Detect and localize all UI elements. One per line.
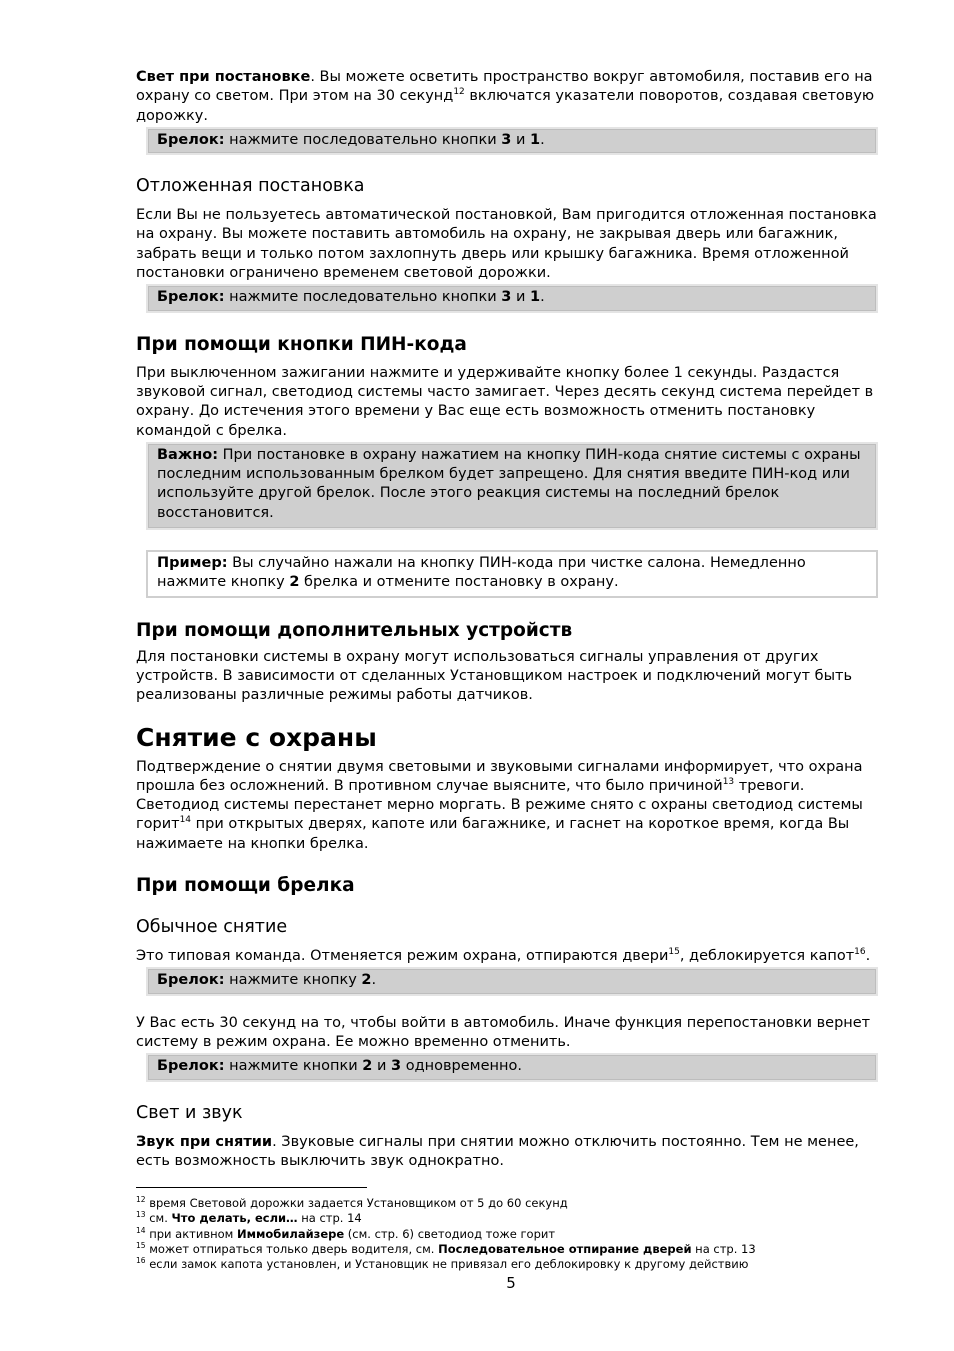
paragraph-extra-devices: Для постановки системы в охрану могут использоваться сигналы управления от других устройств. В зависимости от сделанных Установщиком настроек и подключений могут быть реализованы различные режимы работы датчиков. (136, 648, 853, 704)
paragraph-sound-disarm: Звук при снятии. Звуковые сигналы при снятии можно отключить постоянно. Тем не менее, есть возможность выключить звук однократно. (136, 1133, 859, 1169)
footnote-ref-16[interactable]: 16 (854, 947, 866, 958)
footnote-divider (136, 1187, 367, 1188)
heading-disarming: Снятие с охраны (136, 722, 377, 752)
paragraph-30-seconds: У Вас есть 30 секунд на то, чтобы войти в автомобиль. Иначе функция перепостановки вернет систему в режим охрана. Ее можно временно отменить. (136, 1014, 871, 1050)
footnote-ref-15[interactable]: 15 (668, 947, 680, 958)
heading-pin-button: При помощи кнопки ПИН-кода (136, 333, 467, 355)
footnote-15: $^{15}$ может отпираться только дверь водителя, см. Последовательное отпирание дверей на стр. 13 (136, 1241, 756, 1256)
footnote-14: $^{14}$ при активном Иммобилайзере (см. стр. 6) светодиод тоже горит (136, 1225, 556, 1241)
note-box-fob-2: Брелок: нажмите последовательно кнопки 3 и 1. (146, 284, 878, 312)
page-number: 5 (506, 1274, 516, 1292)
paragraph-normal-disarm: Это типовая команда. Отменяется режим охрана, отпираются двери$^{15}$, деблокируется капот$^{16}$. (136, 947, 871, 965)
paragraph-light-arming: Свет при постановке. Вы можете осветить пространство вокруг автомобиля, поставив его на охрану со светом. При этом на 30 секунд$^{12}$ включатся указатели поворотов, создавая световую дорожку. (136, 69, 875, 124)
footnote-ref-13[interactable]: 13 (722, 777, 735, 787)
note-box-fob-4: Брелок: нажмите кнопки 2 и 3 одновременно. (146, 1053, 878, 1081)
paragraph-delayed-arming: Если Вы не пользуетесь автоматической постановкой, Вам пригодится отложенная постановка на охрану. Вы можете поставить автомобиль на охрану, не закрывая дверь или багажник, забрать вещи и только потом захлопнуть дверь или крышку багажника. Время отложенной постановки ограничено временем световой дорожки. (136, 207, 877, 282)
footnote-13: $^{13}$ см. Что делать, если… на стр. 14 (136, 1210, 362, 1226)
note-box-fob-3: Брелок: нажмите кнопку 2. (146, 967, 878, 995)
footnote-ref-12[interactable]: 12 (453, 87, 465, 98)
footnotes (136, 1196, 896, 1272)
footnote-ref-14[interactable]: 14 (179, 815, 192, 826)
term-light-arming: Свет при постановке (136, 69, 311, 85)
note-box-important: Важно: При постановке в охрану нажатием на кнопку ПИН-кода снятие системы с охраны последним использованным брелком будет запрещено. Для снятия введите ПИН-код или используйте другой брелок. После этого реакция системы на последний брелок восстановится. (146, 442, 878, 530)
heading-by-fob: При помощи брелка (136, 875, 355, 897)
heading-extra-devices: При помощи дополнительных устройств (136, 619, 573, 641)
footnote-12: $^{12}$ время Световой дорожки задается Установщиком от 5 до 60 секунд (136, 1195, 568, 1210)
link-what-to-do[interactable]: Что делать, если… (171, 1211, 298, 1226)
link-sequential-unlock[interactable]: Последовательное отпирание дверей (438, 1241, 692, 1256)
page-content (136, 68, 888, 1171)
paragraph-disarming: Подтверждение о снятии двумя световыми и звуковыми сигналами информирует, что охрана прошла без осложнений. В противном случае выясните, что было причиной$^{13}$ тревоги. Светодиод системы перестанет мерно моргать. В режиме снято с охраны светодиод системы горит$^{14}$ при открытых дверях, капоте или багажнике, и гаснет на короткое время, когда Вы нажимаете на кнопки брелка. (136, 758, 863, 852)
note-box-fob-1: Брелок: нажмите последовательно кнопки 3 и 1. (146, 127, 878, 155)
heading-delayed-arming: Отложенная постановка (136, 176, 365, 197)
heading-normal-disarm: Обычное снятие (136, 917, 288, 938)
footnote-16: $^{16}$ если замок капота установлен, и Установщик не привязал его деблокировку к другому действию (136, 1256, 749, 1272)
link-immobilizer[interactable]: Иммобилайзере (236, 1226, 345, 1241)
paragraph-pin-button: При выключенном зажигании нажмите и удерживайте кнопку более 1 секунды. Раздастся звуковой сигнал, светодиод системы часто замигает. Через десять секунд система перейдет в охрану. До истечения этого времени у Вас еще есть возможность отменить постановку командой с брелка. (136, 364, 874, 439)
heading-light-and-sound: Свет и звук (136, 1102, 243, 1123)
note-box-example: Пример: Вы случайно нажали на кнопку ПИН-кода при чистке салона. Немедленно нажмите кнопку 2 брелка и отмените постановку в охрану. (146, 550, 878, 598)
